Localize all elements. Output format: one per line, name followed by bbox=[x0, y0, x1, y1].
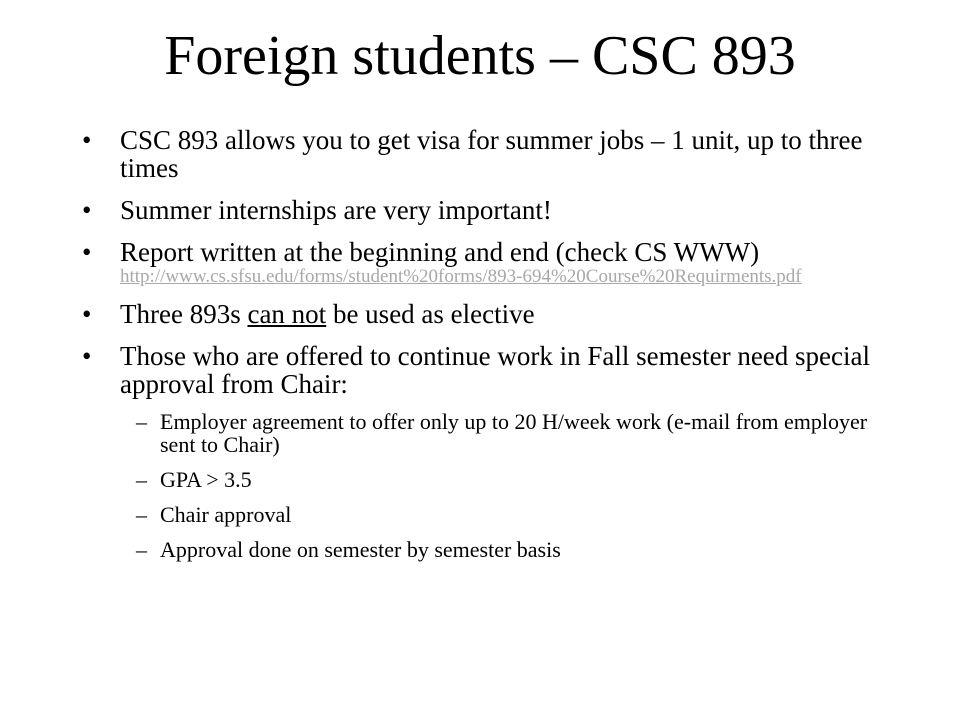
bullet-text-post: be used as elective bbox=[326, 299, 535, 329]
bullet-marker: • bbox=[82, 125, 92, 155]
sub-item-text: Approval done on semester by semester basis bbox=[160, 537, 561, 562]
bullet-item-internships bbox=[80, 196, 900, 224]
bullet-text-pre: Three 893s bbox=[120, 299, 248, 329]
dash-marker: – bbox=[136, 467, 147, 492]
bullet-marker: • bbox=[82, 341, 92, 371]
bullet-marker: • bbox=[82, 195, 92, 225]
sub-item-gpa bbox=[120, 468, 900, 491]
bullet-list bbox=[80, 126, 900, 575]
bullet-marker: • bbox=[82, 299, 92, 329]
bullet-item-fall-approval bbox=[80, 342, 900, 561]
dash-marker: – bbox=[136, 502, 147, 527]
sub-item-text: GPA > 3.5 bbox=[160, 467, 252, 492]
dash-marker: – bbox=[136, 409, 147, 434]
sub-bullet-list bbox=[120, 410, 900, 561]
bullet-marker: • bbox=[82, 237, 92, 267]
bullet-text-underlined: can not bbox=[247, 299, 327, 329]
sub-item-semester-basis bbox=[120, 538, 900, 561]
sub-item-chair-approval bbox=[120, 503, 900, 526]
bullet-text: CSC 893 allows you to get visa for summer jobs – 1 unit, up to three times bbox=[120, 125, 863, 183]
requirements-pdf-link[interactable]: http://www.cs.sfsu.edu/forms/student%20forms/893-694%20Course%20Requirments.pdf bbox=[120, 266, 802, 287]
sub-item-text: Chair approval bbox=[160, 502, 292, 527]
dash-marker: – bbox=[136, 537, 147, 562]
bullet-text: Those who are offered to continue work in Fall semester need special approval from Chair: bbox=[120, 341, 871, 399]
sub-item-text: Employer agreement to offer only up to 20 H/week work (e-mail from employer sent to Chair) bbox=[160, 409, 868, 457]
bullet-text: Summer internships are very important! bbox=[120, 195, 552, 225]
bullet-item-visa bbox=[80, 126, 900, 182]
sub-item-employer-agreement bbox=[120, 410, 900, 456]
bullet-item-elective bbox=[80, 300, 900, 328]
slide-title: Foreign students – CSC 893 bbox=[164, 25, 796, 87]
bullet-item-report bbox=[80, 238, 900, 286]
bullet-text: Report written at the beginning and end (check CS WWW) bbox=[120, 237, 760, 267]
